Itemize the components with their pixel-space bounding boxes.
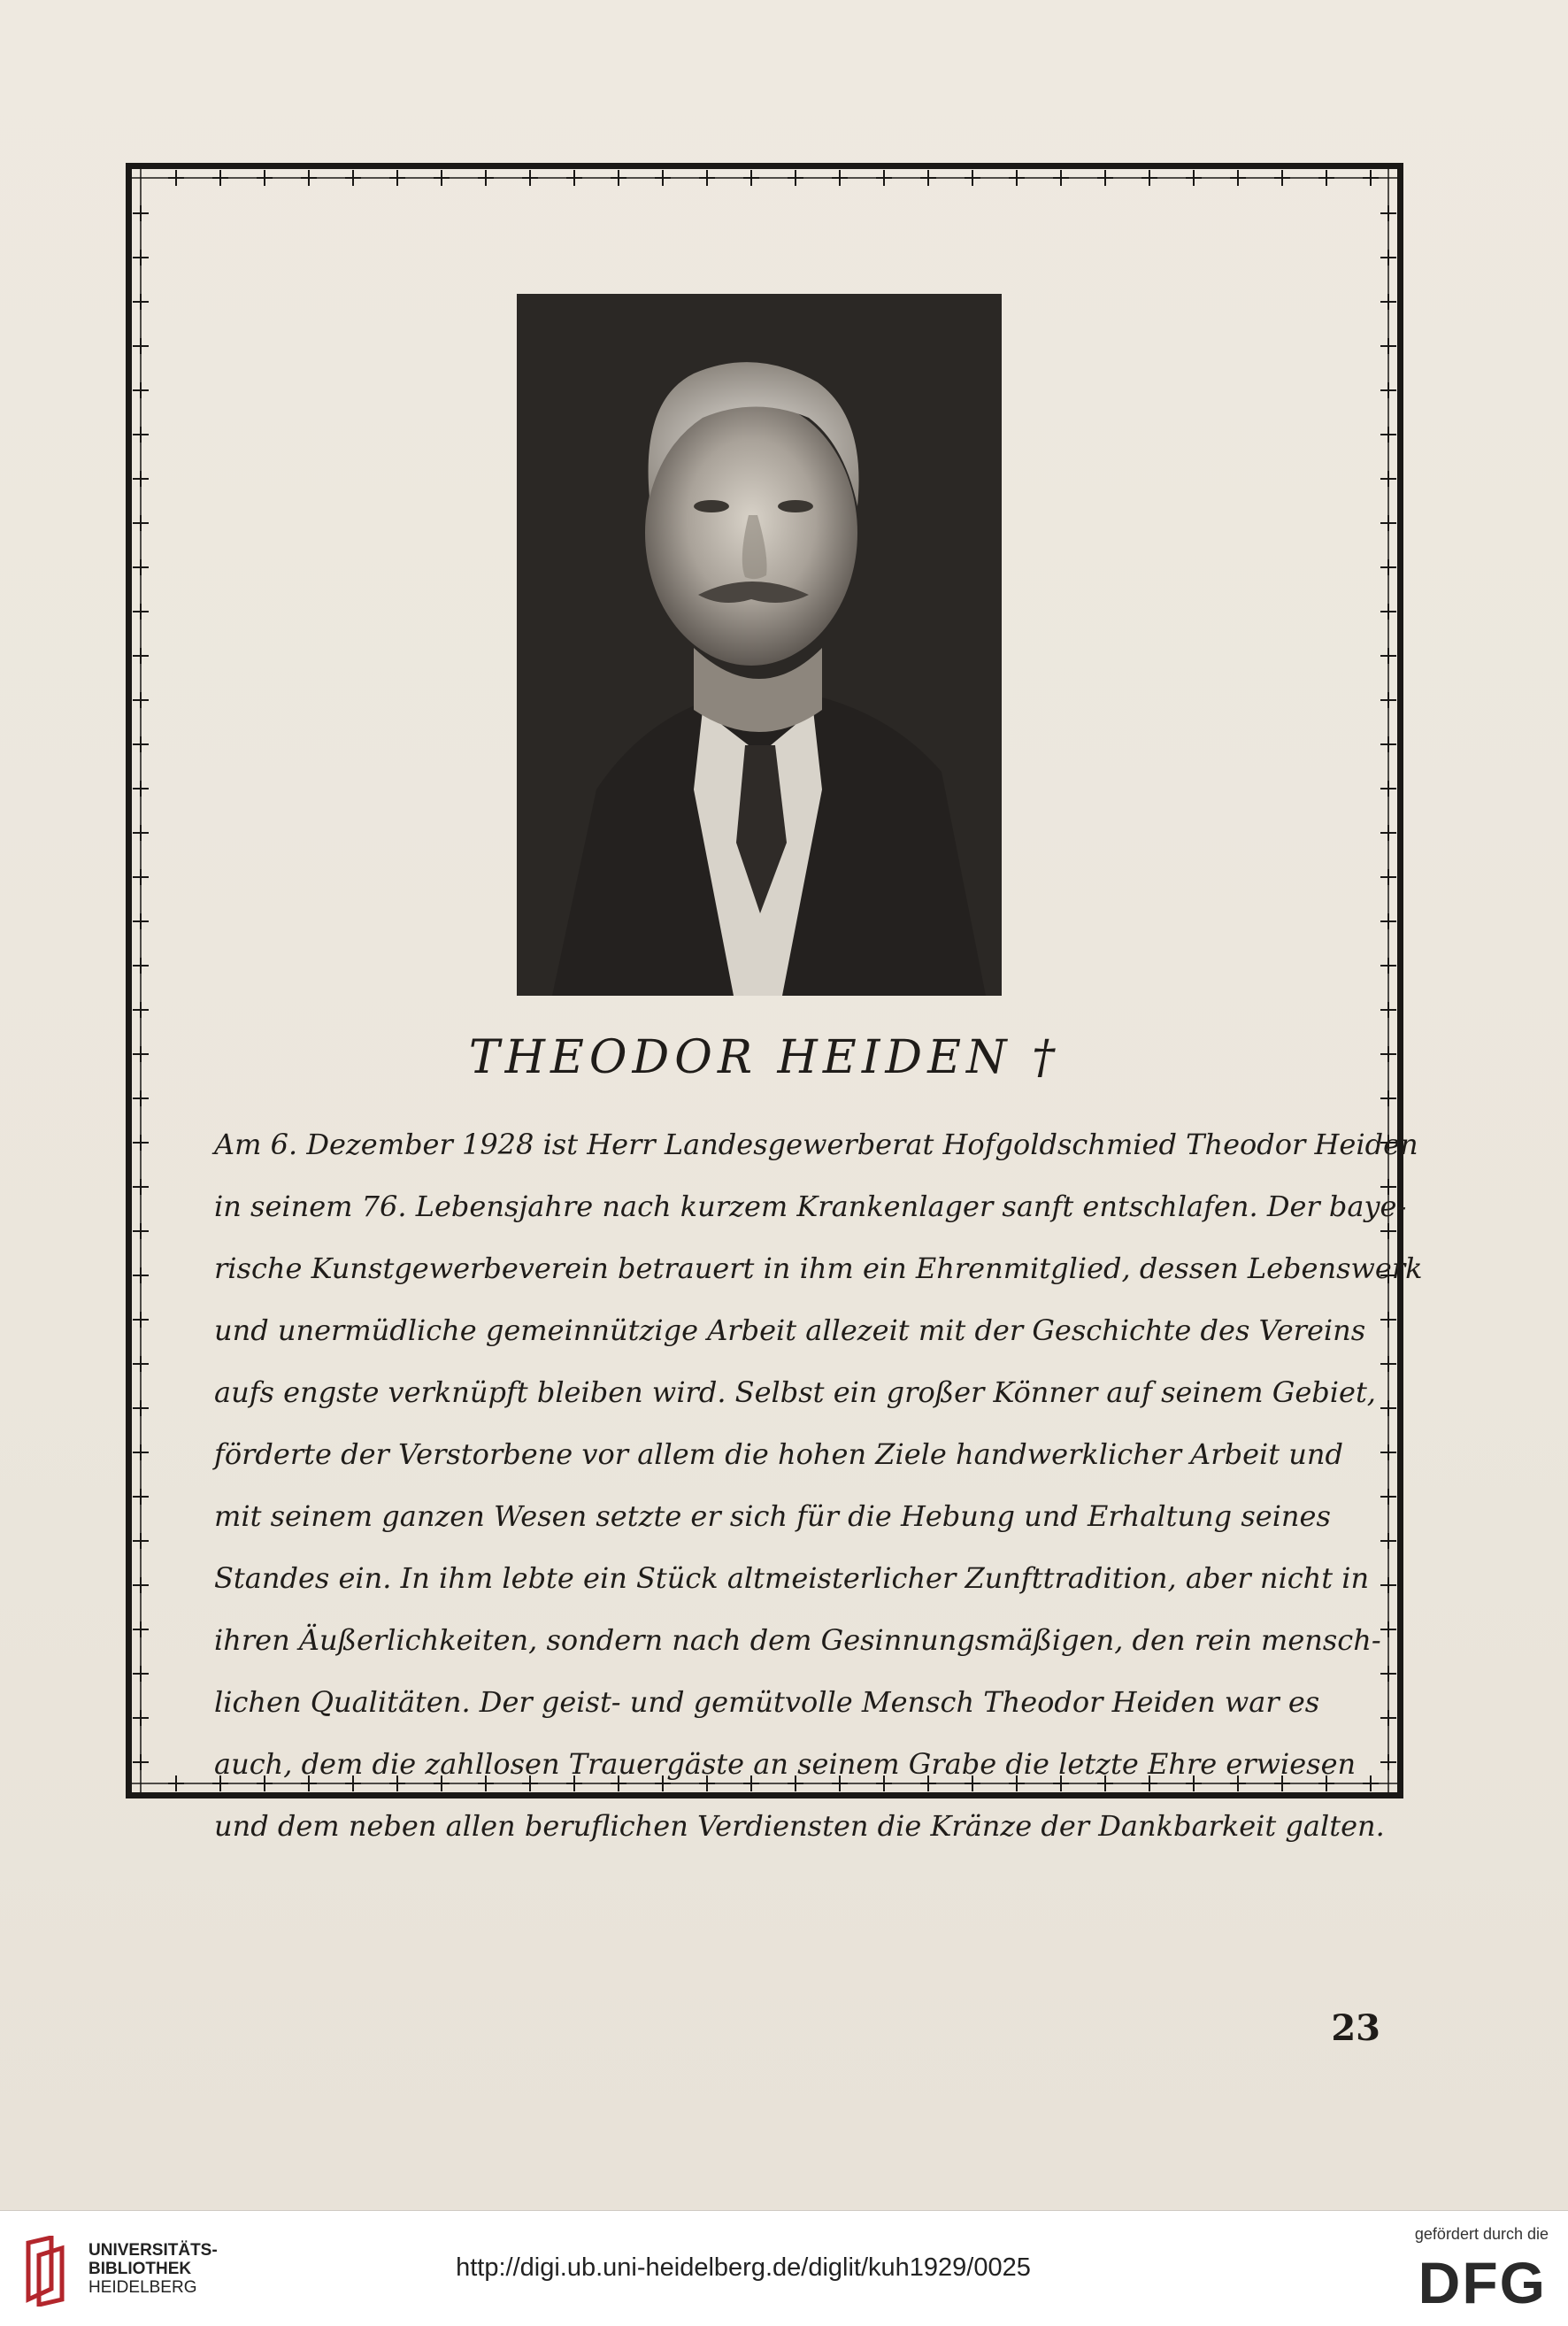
page-number: 23	[1331, 2007, 1380, 2049]
digitization-footer	[0, 2210, 1568, 2326]
text-line: in seinem 76. Lebensjahre nach kurzem Krankenlager sanft entschlafen. Der baye-	[214, 1190, 1407, 1223]
text-line: aufs engste verknüpft bleiben wird. Selbst ein großer Könner auf seinem Gebiet,	[214, 1375, 1376, 1409]
text-line: auch, dem die zahllosen Trauergäste an seinem Grabe die letzte Ehre erwiesen	[214, 1747, 1357, 1781]
dfg-logo-text: DFG	[1418, 2250, 1547, 2312]
library-name-line3: HEIDELBERG	[88, 2278, 197, 2297]
source-url-link[interactable]: http://digi.ub.uni-heidelberg.de/diglit/kuh1929/0025	[456, 2253, 1031, 2282]
portrait-photo	[517, 294, 1002, 996]
text-line: förderte der Verstorbene vor allem die hohen Ziele handwerklicher Arbeit und	[214, 1437, 1343, 1471]
text-line: ihren Äußerlichkeiten, sondern nach dem Gesinnungsmäßigen, den rein mensch-	[214, 1623, 1381, 1657]
text-line: mit seinem ganzen Wesen setzte er sich für die Hebung und Erhaltung seines	[214, 1499, 1331, 1533]
funding-caption: gefördert durch die	[1414, 2225, 1549, 2243]
text-line: lichen Qualitäten. Der geist- und gemütvolle Mensch Theodor Heiden war es	[214, 1685, 1320, 1719]
dfg-logo-icon	[1389, 2250, 1549, 2312]
library-name	[88, 2241, 218, 2297]
obituary-text	[214, 1113, 1423, 1857]
text-line: Am 6. Dezember 1928 ist Herr Landesgewerberat Hofgoldschmied Theodor Heiden	[214, 1128, 1418, 1161]
obituary-heading: THEODOR HEIDEN †	[468, 1031, 1061, 1084]
library-name-line2: BIBLIOTHEK	[88, 2260, 192, 2278]
text-line: Standes ein. In ihm lebte ein Stück altmeisterlicher Zunfttradition, aber nicht in	[214, 1561, 1370, 1595]
library-name-line1: UNIVERSITÄTS-	[88, 2241, 218, 2260]
text-line: und dem neben allen beruflichen Verdiensten die Kränze der Dankbarkeit galten.	[214, 1809, 1385, 1843]
university-library-logo-icon	[25, 2236, 74, 2307]
text-line: und unermüdliche gemeinnützige Arbeit allezeit mit der Geschichte des Vereins	[214, 1313, 1366, 1347]
text-line: rische Kunstgewerbeverein betrauert in ihm ein Ehrenmitglied, dessen Lebenswerk	[214, 1252, 1423, 1285]
